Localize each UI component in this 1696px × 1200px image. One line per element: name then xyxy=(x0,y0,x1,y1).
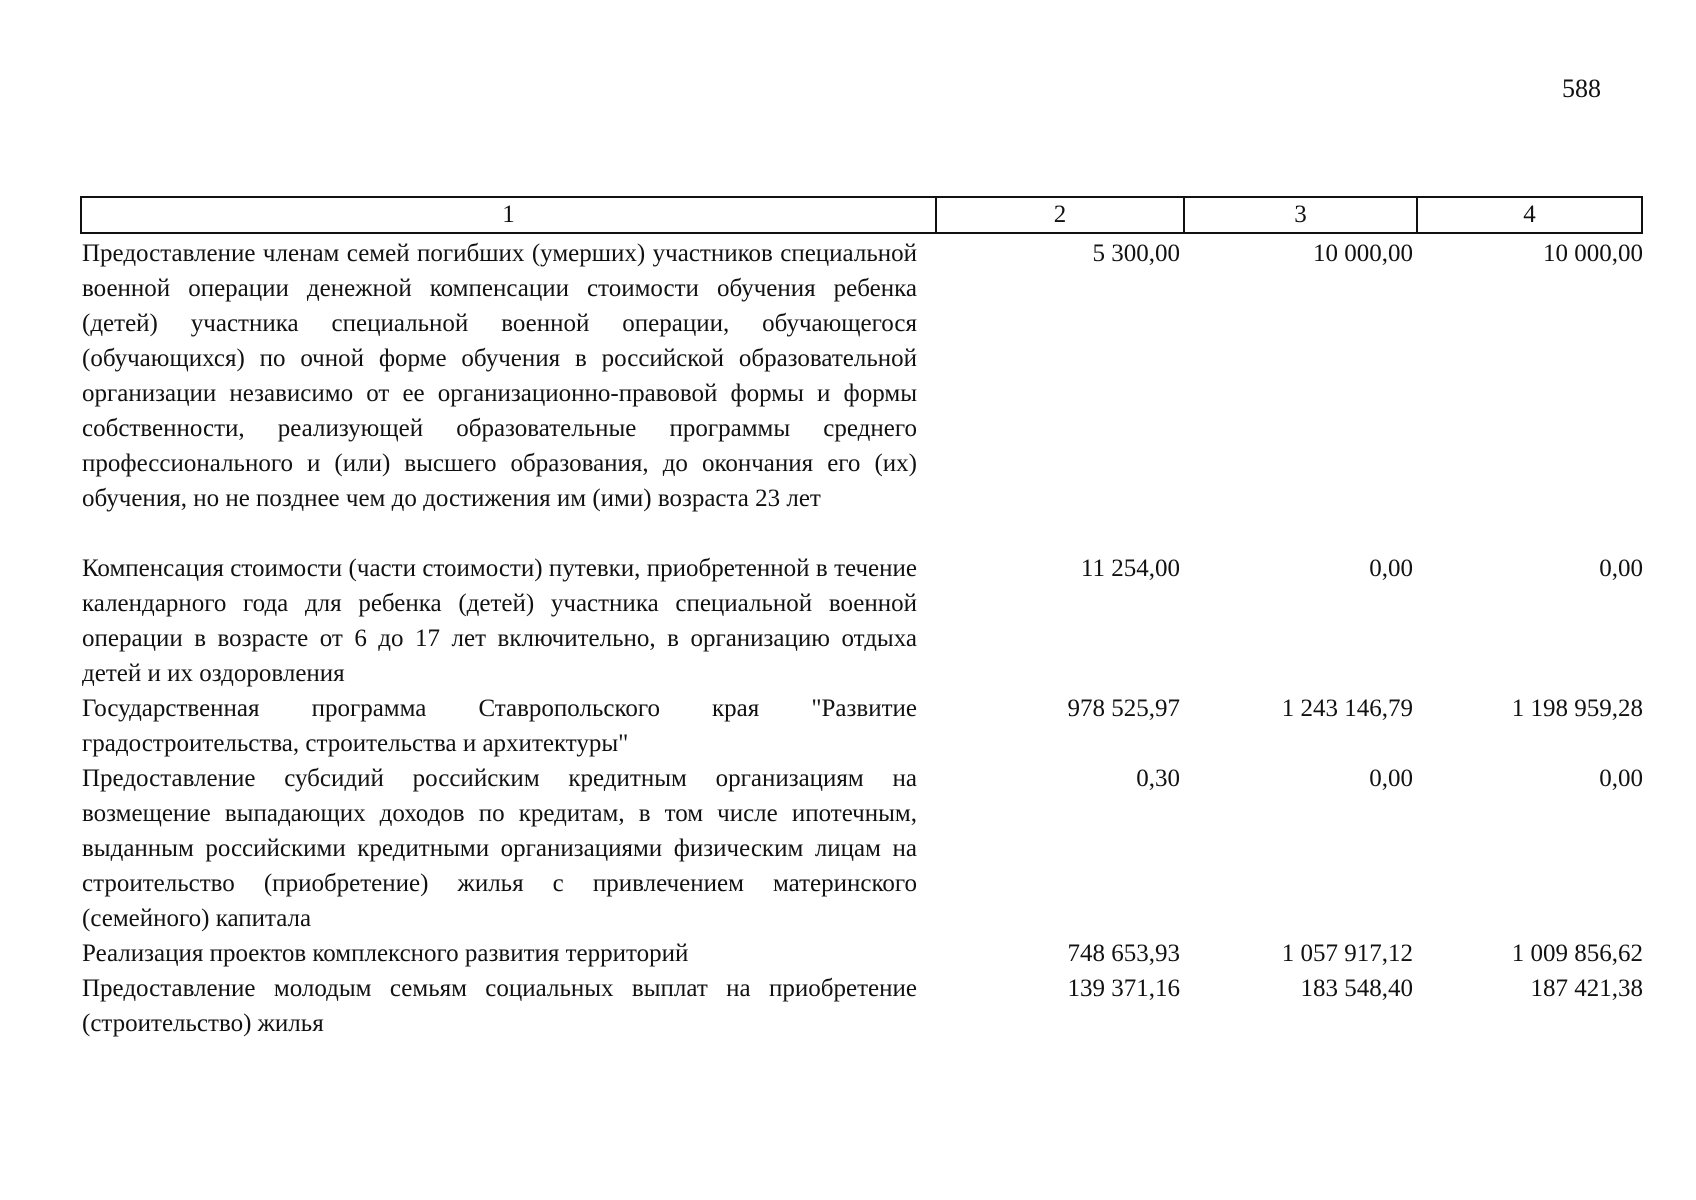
table-row xyxy=(82,691,1643,761)
row-value-col-3: 0,00 xyxy=(1369,765,1413,792)
table-row xyxy=(82,236,1643,516)
row-value-col-3: 1 243 146,79 xyxy=(1281,695,1413,722)
row-description: Реализация проектов комплексного развития территорий xyxy=(82,940,689,967)
row-value-col-2: 11 254,00 xyxy=(1080,555,1180,582)
header-col-4: 4 xyxy=(1523,201,1536,228)
row-description: Государственная программа Ставропольского края "Развитие градостроительства, строительства и архитектуры" xyxy=(82,695,917,757)
table-header xyxy=(80,196,1643,234)
header-col-1: 1 xyxy=(82,198,937,232)
header-col-2: 2 xyxy=(937,198,1185,232)
table-body xyxy=(82,236,1643,1041)
row-value-col-2: 0,30 xyxy=(1136,765,1180,792)
row-description: Предоставление молодым семьям социальных выплат на приобретение (строительство) жилья xyxy=(82,975,917,1037)
table-row xyxy=(82,761,1643,936)
header-col-3: 3 xyxy=(1185,198,1418,232)
table-row xyxy=(82,551,1643,691)
row-value-col-2: 5 300,00 xyxy=(1092,240,1180,267)
table-row xyxy=(82,971,1643,1041)
row-value-col-4: 10 000,00 xyxy=(1543,240,1643,267)
row-value-col-4: 187 421,38 xyxy=(1530,975,1643,1002)
row-value-col-3: 10 000,00 xyxy=(1313,240,1413,267)
row-value-col-3: 183 548,40 xyxy=(1300,975,1413,1002)
table-row xyxy=(82,936,1643,971)
row-value-col-2: 139 371,16 xyxy=(1067,975,1180,1002)
row-value-col-4: 0,00 xyxy=(1599,555,1643,582)
row-value-col-2: 748 653,93 xyxy=(1067,940,1180,967)
page-number: 588 xyxy=(1562,74,1601,103)
row-description: Предоставление субсидий российским кредитным организациям на возмещение выпадающих доходов по кредитам, в том числе ипотечным, выданным российскими кредитными организациями физическим лицам на строительство (приобретение) жилья с привлечением материнского (семейного) капитала xyxy=(82,765,917,932)
row-value-col-2: 978 525,97 xyxy=(1067,695,1180,722)
row-description: Компенсация стоимости (части стоимости) путевки, приобретенной в течение календарного года для ребенка (детей) участника специальной военной операции в возрасте от 6 до 17 лет включительно, в организацию отдыха детей и их оздоровления xyxy=(82,555,917,687)
row-value-col-3: 0,00 xyxy=(1369,555,1413,582)
row-value-col-4: 1 198 959,28 xyxy=(1511,695,1643,722)
row-value-col-4: 1 009 856,62 xyxy=(1511,940,1643,967)
row-value-col-4: 0,00 xyxy=(1599,765,1643,792)
row-value-col-3: 1 057 917,12 xyxy=(1281,940,1413,967)
row-description: Предоставление членам семей погибших (умерших) участников специальной военной операции денежной компенсации стоимости обучения ребенка (детей) участника специальной военной операции, обучающегося (обучающихся) по очной форме обучения в российской образовательной организации независимо от ее организационно-правовой формы и формы собственности, реализующей образовательные программы среднего профессионального и (или) высшего образования, до окончания его (их) обучения, но не позднее чем до достижения им (ими) возраста 23 лет xyxy=(82,240,917,512)
